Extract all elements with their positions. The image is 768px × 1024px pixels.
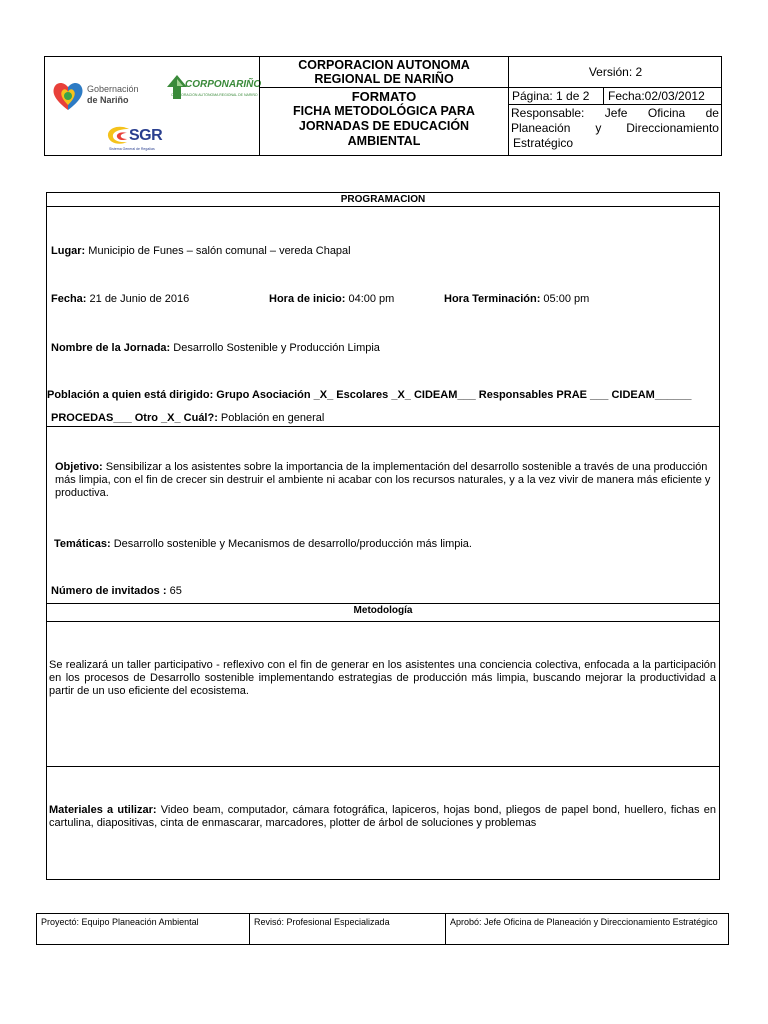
gobernacion-heart-logo: [51, 79, 85, 113]
hora-inicio-label: Hora de inicio:: [269, 293, 346, 305]
page-text: Página: 1 de 2: [512, 89, 590, 103]
responsable-cell: [509, 105, 722, 155]
corponarino-text: CORPONARIÑO: [185, 79, 262, 90]
format-title-line-1: FICHA METODOLÓGICA PARA: [293, 104, 475, 118]
narino-text: de Nariño: [87, 95, 129, 105]
objetivo-text: Sensibilizar a los asistentes sobre la importancia de la implementación del desarrollo sostenible a través de una producción más limpia, con el fin de crecer sin destruir el ambiente ni acabar con los recursos naturales, y a la vez vivir de manera más eficiente y productiva.: [55, 461, 711, 499]
nombre-jornada-value: Desarrollo Sostenible y Producción Limpia: [170, 342, 380, 354]
hora-terminacion-row: [444, 293, 589, 306]
lugar-label: Lugar:: [51, 245, 86, 257]
format-title-cell: [259, 88, 509, 155]
version-cell: [509, 57, 722, 88]
procedas-value: Población en general: [217, 412, 325, 424]
format-title-line-2: JORNADAS DE EDUCACIÓN: [298, 119, 470, 133]
reviso-cell: [250, 914, 446, 944]
org-line-2: REGIONAL DE NARIÑO: [314, 72, 454, 86]
corponarino-subtext: CORPORACIÓN AUTÓNOMA REGIONAL DE NARIÑO: [171, 93, 258, 97]
programacion-title: PROGRAMACION: [340, 194, 426, 205]
approvals-footer: [36, 913, 729, 945]
hora-terminacion-label: Hora Terminación:: [444, 293, 541, 305]
invitados-value: 65: [166, 585, 182, 597]
materiales-label: Materiales a utilizar:: [49, 804, 157, 816]
responsable-word-oficina: Oficina: [647, 106, 686, 120]
responsable-word-y: y: [595, 121, 602, 135]
invitados-label: Número de invitados :: [51, 585, 167, 597]
responsable-label: Responsable:: [511, 106, 585, 120]
divider: [47, 621, 719, 622]
fecha-row: [51, 293, 189, 306]
date-cell: [604, 88, 722, 105]
responsable-word-jefe: Jefe: [604, 106, 628, 120]
nombre-jornada-label: Nombre de la Jornada:: [51, 342, 171, 354]
metodologia-paragraph: Se realizará un taller participativo - reflexivo con el fin de generar en los asistentes una conciencia colectiva, enfocada a la participación en los procesos de Desarrollo sostenible implementando estrategias de producción más limpia, buscando mejorar la productividad a partir de un uso eficiente del ecosistema.: [49, 659, 716, 697]
page-cell: [509, 88, 604, 105]
responsable-word-estrategico: Estratégico: [513, 136, 574, 150]
responsable-word-de: de: [705, 106, 719, 120]
reviso-text: Revisó: Profesional Especializada: [254, 917, 390, 927]
procedas-row: [51, 412, 324, 425]
fecha-value: 21 de Junio de 2016: [86, 293, 190, 305]
tematicas-label: Temáticas:: [54, 538, 111, 550]
poblacion-row: Población a quien está dirigido: Grupo Asociación _X_ Escolares _X_ CIDEAM___ Responsables PRAE ___ CIDEAM______: [47, 389, 692, 401]
divider: [47, 206, 719, 207]
invitados-row: [51, 585, 182, 598]
programacion-form: [46, 192, 720, 880]
lugar-row: [51, 245, 351, 258]
objetivo-label: Objetivo:: [55, 461, 103, 473]
divider: [47, 426, 719, 427]
proyecto-text: Proyectó: Equipo Planeación Ambiental: [41, 917, 199, 927]
sgr-text: SGR: [129, 127, 163, 144]
format-title-line-3: AMBIENTAL: [347, 134, 421, 148]
materiales-text: Video beam, computador, cámara fotográfica, lapiceros, hojas bond, pliegos de papel bond, huellero, fichas en cartulina, diapositivas, cinta de enmascarar, marcadores, plotter de árbol de soluciones y problemas: [49, 804, 717, 829]
aprobo-text: Aprobó: Jefe Oficina de Planeación y Direccionamiento Estratégico: [450, 917, 718, 927]
sgr-subtext: Sistema General de Regalías: [109, 147, 155, 151]
fecha-label: Fecha:: [51, 293, 87, 305]
sgr-swoosh-logo: [105, 125, 131, 147]
logos-cell: [45, 57, 262, 155]
hora-inicio-row: [269, 293, 394, 306]
proyecto-cell: [37, 914, 250, 944]
lugar-value: Municipio de Funes – salón comunal – vereda Chapal: [85, 245, 351, 257]
divider: [47, 766, 719, 767]
responsable-word-direccionamiento: Direccionamiento: [626, 121, 719, 135]
org-line-1: CORPORACION AUTONOMA: [298, 58, 470, 72]
org-name-cell: [259, 57, 509, 88]
gobernacion-text: Gobernación: [87, 84, 139, 94]
version-text: Versión: 2: [588, 65, 643, 79]
format-label: FORMATO: [351, 89, 417, 104]
responsable-word-planeacion: Planeación: [511, 121, 571, 135]
hora-inicio-value: 04:00 pm: [345, 293, 395, 305]
hora-terminacion-value: 05:00 pm: [540, 293, 590, 305]
materiales-paragraph: [49, 804, 716, 830]
procedas-label: PROCEDAS___ Otro _X_ Cuál?:: [51, 412, 218, 424]
aprobo-cell: [446, 914, 728, 944]
document-header: [44, 56, 722, 156]
objetivo-paragraph: [55, 461, 715, 500]
date-text: Fecha:02/03/2012: [608, 89, 705, 103]
tematicas-row: [54, 538, 472, 551]
tematicas-text: Desarrollo sostenible y Mecanismos de desarrollo/producción más limpia.: [110, 538, 472, 550]
metodologia-title: Metodología: [353, 605, 413, 616]
nombre-jornada-row: [51, 342, 380, 355]
